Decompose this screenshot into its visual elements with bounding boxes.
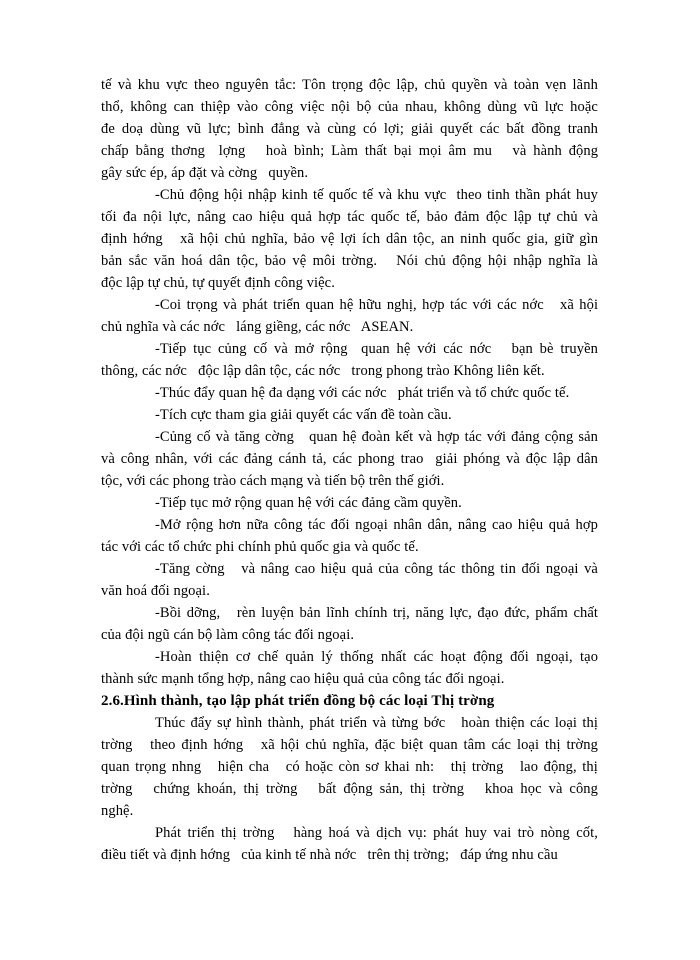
text-line: -Mở rộng hơn nữa công tác đối ngoại nhân dân, nâng cao hiệu quả hợp <box>155 517 599 533</box>
text-line: Phát triển thị trờng hàng hoá và dịch vụ: phát huy vai trò nòng cốt, <box>155 825 598 841</box>
text-line: và công nhân, với các đảng cánh tả, các phong trao giải phóng và độc lập dân <box>101 451 598 467</box>
text-line: chủ nghĩa và các nớc láng giềng, các nớc ASEAN. <box>101 319 414 335</box>
text-line: -Bồi dỡng, rèn luyện bản lĩnh chính trị, năng lực, đạo đức, phẩm chất <box>155 605 598 621</box>
text-line: bản sắc văn hoá dân tộc, bảo vệ môi trờng. Nói chủ động hội nhập nghĩa là <box>101 253 598 269</box>
text-line: trờng theo định hớng xã hội chủ nghĩa, đặc biệt quan tâm các loại thị trờng <box>101 737 598 753</box>
text-line: tác với các tổ chức phi chính phủ quốc gia và quốc tế. <box>101 539 419 555</box>
text-line: -Tăng cờng và nâng cao hiệu quả của công tác thông tin đối ngoại và <box>155 561 598 577</box>
paragraph <box>101 74 598 184</box>
text-line: nghệ. <box>101 803 134 819</box>
paragraph <box>101 184 598 294</box>
text-line: Thúc đẩy sự hình thành, phát triển và từng bớc hoàn thiện các loại thị <box>155 715 598 731</box>
section-heading <box>101 690 598 712</box>
text-line: -Thúc đẩy quan hệ đa dạng với các nớc phát triển và tổ chức quốc tế. <box>155 385 570 401</box>
paragraph <box>101 646 598 690</box>
text-line: thổ, không can thiệp vào công việc nội bộ của nhau, không dùng vũ lực hoặc <box>101 99 598 115</box>
paragraph <box>101 602 598 646</box>
text-line: tế và khu vực theo nguyên tắc: Tôn trọng độc lập, chủ quyền và toàn vẹn lãnh <box>101 77 598 93</box>
text-line: văn hoá đối ngoại. <box>101 583 210 599</box>
paragraph <box>101 382 598 404</box>
text-line: chấp bằng thơng lợng hoà bình; Làm thất bại mọi âm mu và hành động <box>101 143 599 159</box>
text-line: điều tiết và định hớng của kinh tế nhà nớc trên thị trờng; đáp ứng nhu cầu <box>101 847 558 863</box>
paragraph <box>101 492 598 514</box>
text-line: thành sức mạnh tổng hợp, nâng cao hiệu quả của công tác đối ngoại. <box>101 671 505 687</box>
text-line: tộc, với các phong trào cách mạng và tiến bộ trên thế giới. <box>101 473 445 489</box>
text-line: định hớng xã hội chủ nghĩa, bảo vệ lợi ích dân tộc, an ninh quốc gia, giữ gìn <box>101 231 599 247</box>
text-line: -Tiếp tục củng cố và mở rộng quan hệ với các nớc bạn bè truyền <box>155 341 598 357</box>
paragraph <box>101 294 598 338</box>
paragraph <box>101 712 598 822</box>
text-line: -Tích cực tham gia giải quyết các vấn đề toàn cầu. <box>155 407 452 423</box>
paragraph <box>101 558 598 602</box>
paragraph <box>101 404 598 426</box>
text-line: đe doạ dùng vũ lực; bình đẳng và cùng có lợi; giải quyết các bất đồng tranh <box>101 121 599 137</box>
paragraph <box>101 426 598 492</box>
text-line: 2.6.Hình thành, tạo lập phát triển đồng bộ các loại Thị trờng <box>101 693 495 709</box>
text-line: tối đa nội lực, nâng cao hiệu quả hợp tác quốc tế, bảo đảm độc lập tự chủ và <box>101 209 598 225</box>
text-line: -Tiếp tục mở rộng quan hệ với các đảng cầm quyền. <box>155 495 462 511</box>
text-line: quan trọng nhng hiện cha có hoặc còn sơ khai nh: thị trờng lao động, thị <box>101 759 598 775</box>
text-line: gây sức ép, áp đặt và cờng quyền. <box>101 165 309 181</box>
text-line: trờng chứng khoán, thị trờng bất động sản, thị trờng khoa học và công <box>101 781 599 797</box>
text-line: -Chủ động hội nhập kinh tế quốc tế và khu vực theo tinh thần phát huy <box>155 187 599 203</box>
paragraph <box>101 514 598 558</box>
text-line: -Củng cố và tăng cờng quan hệ đoàn kết và hợp tác với đảng cộng sản <box>155 429 598 445</box>
text-line: của đội ngũ cán bộ làm công tác đối ngoại. <box>101 627 355 643</box>
paragraph <box>101 822 598 866</box>
text-line: độc lập tự chủ, tự quyết định công việc. <box>101 275 335 291</box>
text-line: -Coi trọng và phát triển quan hệ hữu nghị, hợp tác với các nớc xã hội <box>155 297 599 313</box>
paragraph <box>101 338 598 382</box>
text-line: thông, các nớc độc lập dân tộc, các nớc trong phong trào Không liên kết. <box>101 363 545 379</box>
text-line: -Hoàn thiện cơ chế quản lý thống nhất các hoạt động đối ngoại, tạo <box>155 649 599 665</box>
